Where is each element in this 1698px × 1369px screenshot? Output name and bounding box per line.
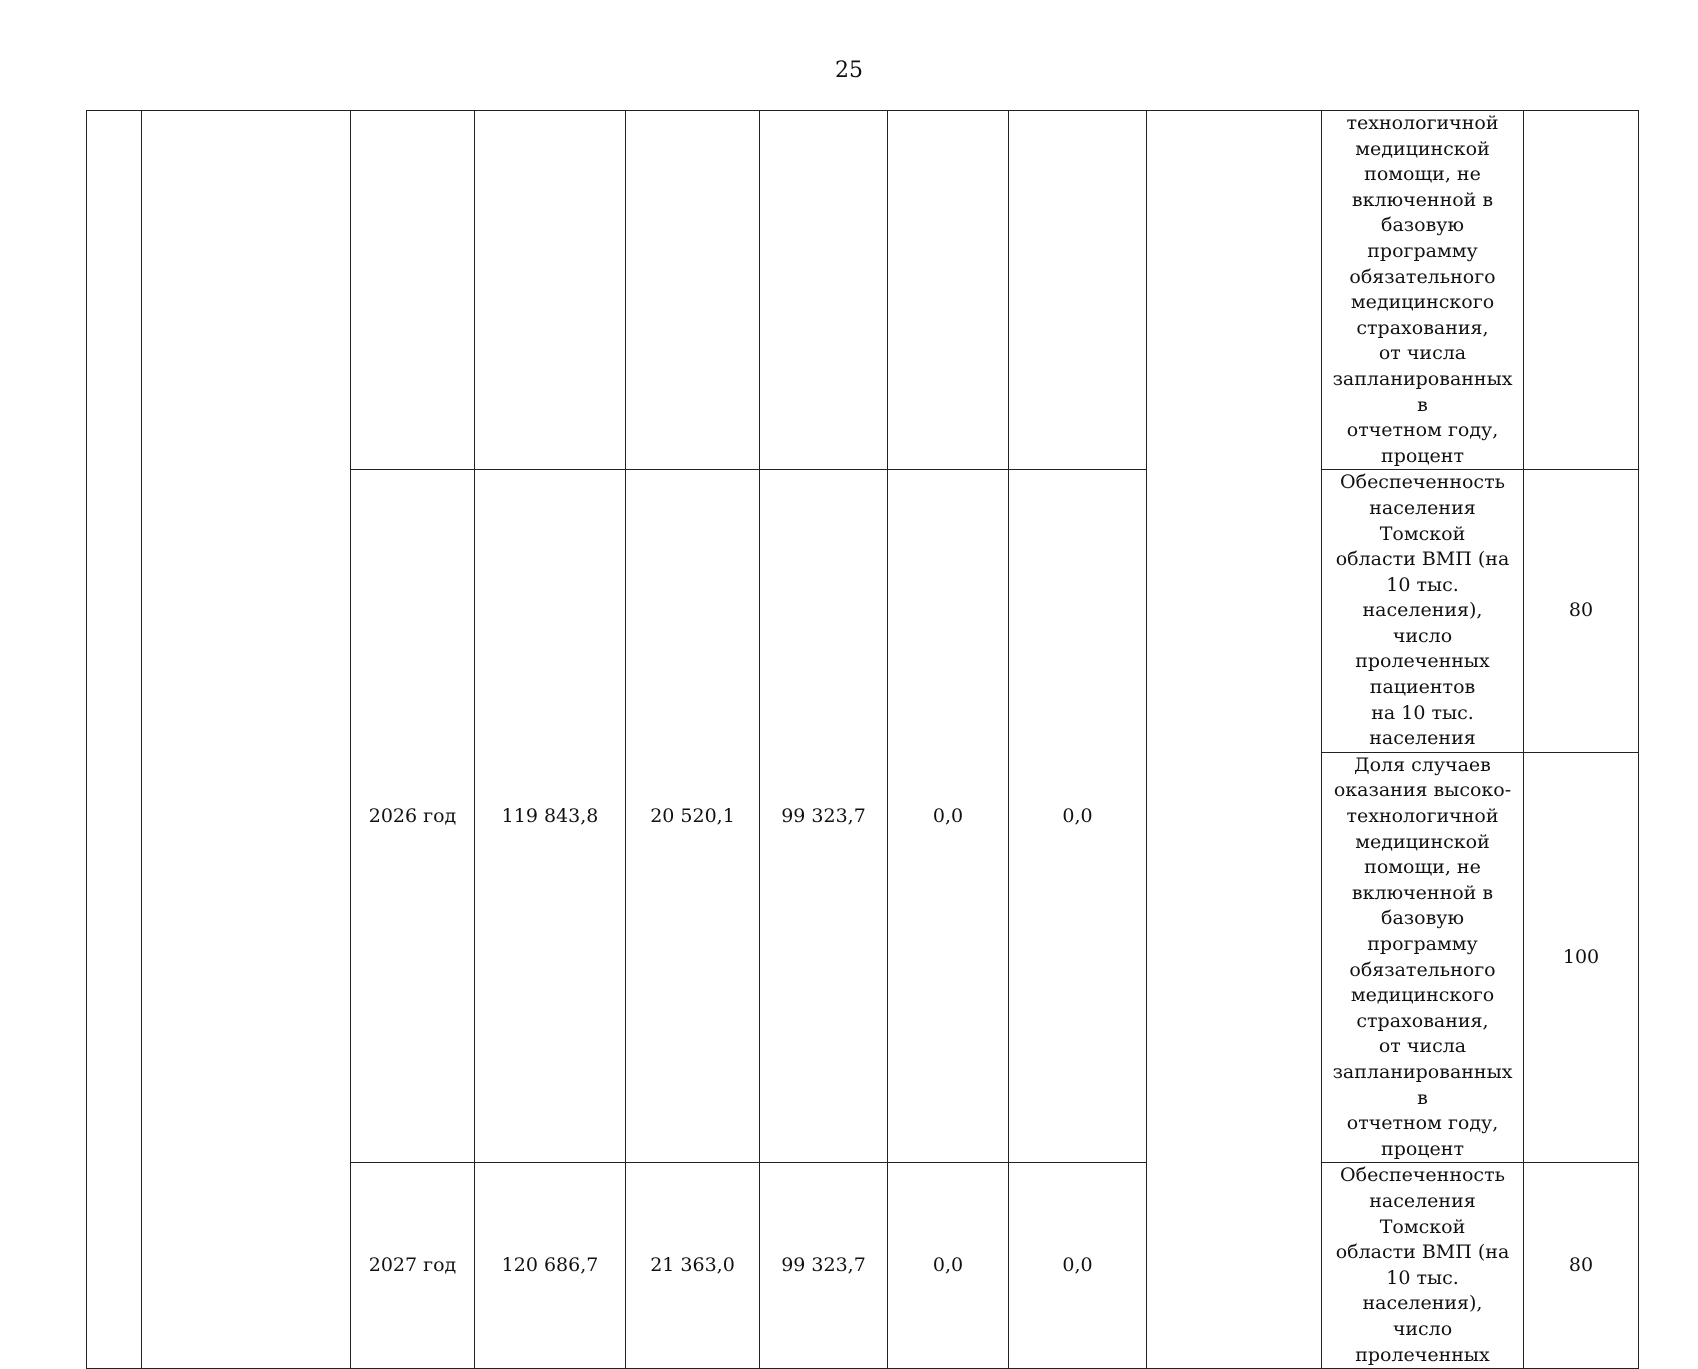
- indicator-value: 80: [1524, 470, 1639, 753]
- year-cell: 2026 год: [351, 470, 475, 1163]
- total-cell: 119 843,8: [475, 470, 626, 1163]
- indicator-text: Обеспеченность населения Томской области ВМП (на 10 тыс. населения), число пролеченных: [1322, 1163, 1524, 1369]
- indicator-text: технологичной медицинской помощи, не включенной в базовую программу обязательного медицинского страхования, от числа запланированных в отчетном году, процент: [1322, 111, 1524, 470]
- regional-cell: [760, 111, 888, 470]
- indicator-value: [1524, 111, 1639, 470]
- page-number: 25: [835, 58, 863, 83]
- federal-cell: 20 520,1: [626, 470, 760, 1163]
- local-cell: 0,0: [888, 1163, 1009, 1369]
- federal-cell: [626, 111, 760, 470]
- indicator-value: 100: [1524, 752, 1639, 1163]
- executor-cell: [1147, 111, 1322, 1369]
- indicator-value: 80: [1524, 1163, 1639, 1369]
- event-name-cell: [142, 111, 351, 1369]
- table-row: [87, 111, 1639, 470]
- year-cell: [351, 111, 475, 470]
- indicator-text: Доля случаев оказания высоко- технологичной медицинской помощи, не включенной в базовую программу обязательного медицинского страхования, от числа запланированных в отчетном году, процент: [1322, 752, 1524, 1163]
- federal-cell: 21 363,0: [626, 1163, 760, 1369]
- regional-cell: 99 323,7: [760, 470, 888, 1163]
- number-cell: [87, 111, 142, 1369]
- total-cell: [475, 111, 626, 470]
- extra-cell: 0,0: [1009, 470, 1147, 1163]
- extra-cell: 0,0: [1009, 1163, 1147, 1369]
- local-cell: [888, 111, 1009, 470]
- indicator-text: Обеспеченность населения Томской области ВМП (на 10 тыс. населения), число пролеченных пациентов на 10 тыс. населения: [1322, 470, 1524, 753]
- program-table: [86, 110, 1639, 1369]
- year-cell: 2027 год: [351, 1163, 475, 1369]
- total-cell: 120 686,7: [475, 1163, 626, 1369]
- regional-cell: 99 323,7: [760, 1163, 888, 1369]
- extra-cell: [1009, 111, 1147, 470]
- local-cell: 0,0: [888, 470, 1009, 1163]
